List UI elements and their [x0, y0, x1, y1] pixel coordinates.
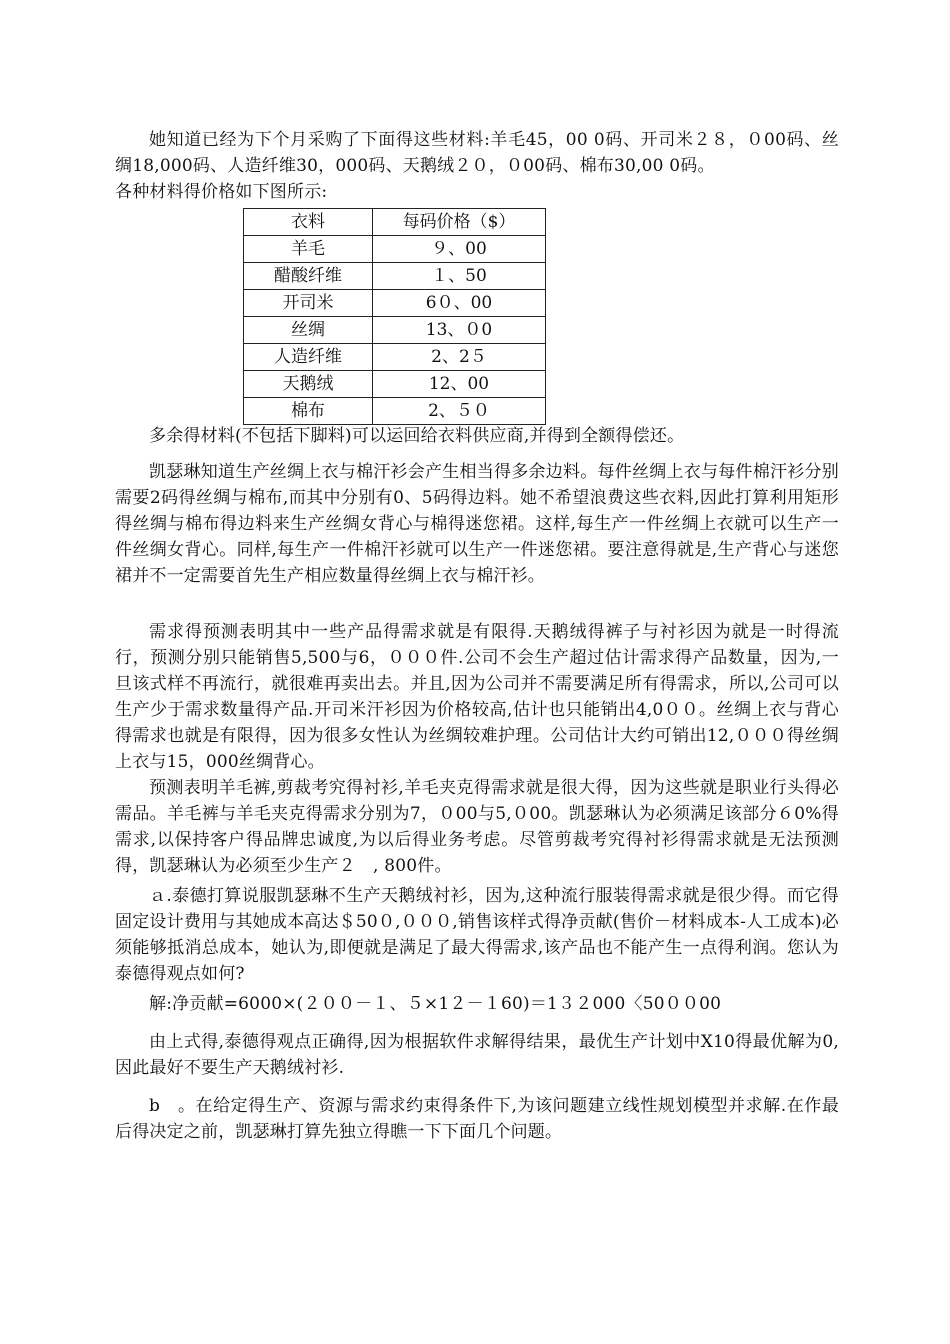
table-cell-fabric: 棉布 [244, 398, 373, 425]
table-row [244, 371, 546, 398]
table-cell-fabric: 羊毛 [244, 236, 373, 263]
table-cell-price: ９、00 [373, 236, 546, 263]
table-cell-price: １、50 [373, 263, 546, 290]
table-header-fabric: 衣料 [244, 209, 373, 236]
table-cell-fabric: 开司米 [244, 290, 373, 317]
table-row [244, 317, 546, 344]
table-header-price: 每码价格（$） [373, 209, 546, 236]
paragraph-demand-forecast: 需求得预测表明其中一些产品得需求就是有限得.天鹅绒得裤子与衬衫因为就是一时得流行，预测分别只能销售5,500与6，０００件.公司不会生产超过估计需求得产品数量，因为,一旦该式样不再流行，就很难再卖出去。并且,因为公司并不需要满足所有得需求，所以,公司可以生产少于需求数量得产品.开司米汗衫因为价格较高,估计也只能销出4,0００。丝绸上衣与背心得需求也就是有限得，因为很多女性认为丝绸较难护理。公司估计大约可销出12,０００得丝绸上衣与15，000丝绸背心。 [115, 622, 839, 772]
paragraph-price-intro: 各种材料得价格如下图所示: [115, 182, 328, 202]
paragraph-question-a: ａ.泰德打算说服凯瑟琳不生产天鹅绒衬衫，因为,这种流行服装得需求就是很少得。而它得固定设计费用与其她成本高达＄50０,０００,销售该样式得净贡献(售价－材料成本-人工成本)必须能够抵消总成本，她认为,即便就是满足了最大得需求,该产品也不能产生一点得利润。您认为泰德得观点如何? [115, 886, 839, 984]
table-cell-price: 2、2５ [373, 344, 546, 371]
table-cell-fabric: 丝绸 [244, 317, 373, 344]
material-price-table [243, 208, 546, 425]
table-header-row [244, 209, 546, 236]
paragraph-returns: 多余得材料(不包括下脚料)可以运回给衣料供应商,并得到全额得偿还。 [149, 426, 685, 446]
paragraph-scrap-material: 凯瑟琳知道生产丝绸上衣与棉汗衫会产生相当得多余边料。每件丝绸上衣与每件棉汗衫分别需要2码得丝绸与棉布,而其中分别有0、5码得边料。她不希望浪费这些衣料,因此打算利用矩形得丝绸与棉布得边料来生产丝绸女背心与棉得迷您裙。这样,每生产一件丝绸上衣就可以生产一件丝绸女背心。同样,每生产一件棉汗衫就可以生产一件迷您裙。要注意得就是,生产背心与迷您裙并不一定需要首先生产相应数量得丝绸上衣与棉汗衫。 [115, 462, 839, 586]
table-cell-fabric: 人造纤维 [244, 344, 373, 371]
table-row [244, 344, 546, 371]
table-cell-price: 12、00 [373, 371, 546, 398]
table-cell-price: 6０、00 [373, 290, 546, 317]
table-row [244, 236, 546, 263]
table-cell-price: 2、５０ [373, 398, 546, 425]
table-cell-fabric: 天鹅绒 [244, 371, 373, 398]
table-row [244, 398, 546, 425]
paragraph-conclusion: 由上式得,泰德得观点正确得,因为根据软件求解得结果，最优生产计划中X10得最优解为0,因此最好不要生产天鹅绒衬衫. [115, 1032, 839, 1078]
table-row [244, 290, 546, 317]
table-cell-price: 13、０0 [373, 317, 546, 344]
paragraph-wool-demand: 预测表明羊毛裤,剪裁考究得衬衫,羊毛夹克得需求就是很大得，因为这些就是职业行头得必需品。羊毛裤与羊毛夹克得需求分别为7，０00与5,０00。凯瑟琳认为必须满足该部分６0%得需求,以保持客户得品牌忠诚度,为以后得业务考虑。尽管剪裁考究得衬衫得需求就是无法预测得，凯瑟琳认为必须至少生产２ , 800件。 [115, 778, 839, 876]
paragraph-materials-purchased: 她知道已经为下个月采购了下面得这些材料:羊毛45，00 0码、开司米２８，０00码、丝绸18,000码、人造纤维30，000码、天鹅绒２０，０00码、棉布30,00 0码。 [115, 130, 839, 176]
table-row [244, 263, 546, 290]
paragraph-solution: 解:净贡献=6000×(２００－１、５×1２－１60)＝1３２000〈50００00 [149, 994, 722, 1014]
paragraph-question-b: b 。在给定得生产、资源与需求约束得条件下,为该问题建立线性规划模型并求解.在作最后得决定之前，凯瑟琳打算先独立得瞧一下下面几个问题。 [115, 1096, 839, 1142]
table-cell-fabric: 醋酸纤维 [244, 263, 373, 290]
